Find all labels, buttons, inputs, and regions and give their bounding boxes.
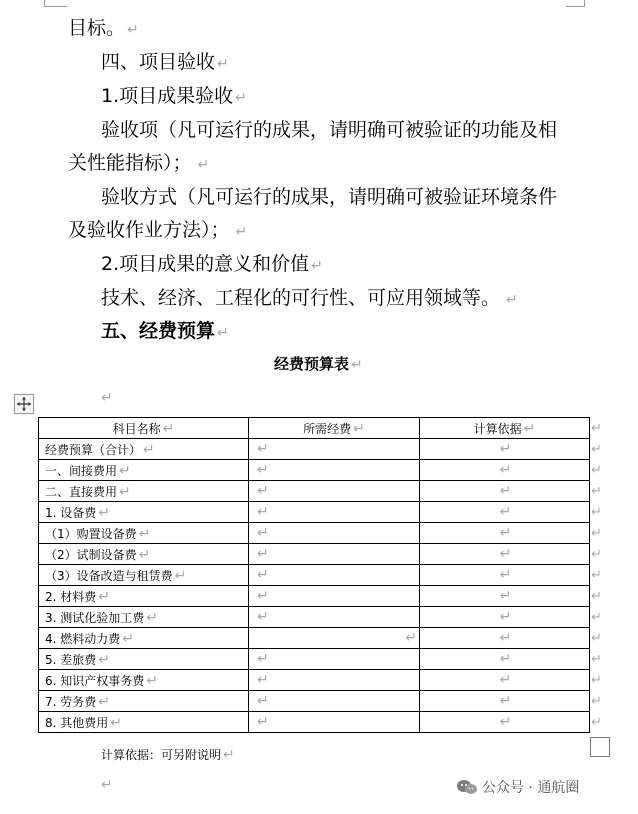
table-title-line (274, 354, 363, 375)
funds-cell[interactable] (249, 586, 420, 607)
item-1-heading (101, 84, 247, 110)
paragraph-mark: ↵ (235, 90, 247, 106)
note-line (101, 746, 235, 764)
paragraph-mark: ↵ (257, 588, 269, 604)
row-end-mark: ↵ (591, 715, 602, 730)
header-cell (39, 418, 249, 439)
paragraph-mark: ↵ (257, 525, 269, 541)
table-row (39, 523, 590, 544)
section-5-heading (101, 319, 229, 345)
paragraph-mark: ↵ (162, 420, 175, 437)
table-row (39, 544, 590, 565)
table-move-handle[interactable] (14, 394, 34, 414)
item-2-title: 2.项目成果的意义和价值 (101, 253, 310, 275)
subject-label: （1）购置设备费 (45, 526, 137, 541)
basis-cell[interactable] (420, 502, 590, 523)
row-end-mark: ↵ (591, 505, 602, 520)
text-line-1 (68, 16, 139, 42)
funds-cell[interactable] (249, 649, 420, 670)
funds-cell[interactable] (249, 481, 420, 502)
paragraph-mark: ↵ (499, 483, 512, 499)
paragraph-mark: ↵ (138, 525, 151, 542)
section-5-title: 五、经费预算 (101, 320, 216, 342)
subject-cell[interactable] (39, 460, 249, 481)
paragraph-mark: ↵ (499, 546, 512, 562)
paragraph-mark: ↵ (405, 630, 417, 646)
subject-label: 2. 材料费 (45, 589, 97, 604)
paragraph-mark: ↵ (127, 22, 139, 38)
paragraph-mark: ↵ (174, 567, 187, 584)
watermark (456, 777, 579, 797)
funds-cell[interactable] (249, 691, 420, 712)
table-row (39, 670, 590, 691)
paragraph-mark: ↵ (101, 390, 113, 406)
subject-cell[interactable] (39, 439, 249, 460)
paragraph-mark: ↵ (499, 588, 512, 604)
paragraph-mark: ↵ (217, 325, 229, 341)
row-end-mark: ↵ (591, 610, 602, 625)
paragraph-mark: ↵ (523, 420, 536, 437)
funds-cell[interactable] (249, 439, 420, 460)
basis-cell[interactable] (420, 586, 590, 607)
table-row (39, 607, 590, 628)
subject-cell[interactable] (39, 481, 249, 502)
paragraph-mark: ↵ (143, 441, 155, 458)
paragraph-mark: ↵ (257, 651, 269, 667)
table-resize-handle[interactable] (590, 737, 610, 757)
paragraph-mark: ↵ (257, 462, 269, 478)
paragraph-mark: ↵ (138, 546, 151, 563)
subject-cell[interactable] (39, 544, 249, 565)
move-icon (16, 396, 32, 412)
paragraph-mark: ↵ (98, 693, 110, 710)
funds-cell[interactable] (249, 502, 420, 523)
table-row (39, 502, 590, 523)
funds-cell[interactable] (249, 565, 420, 586)
basis-cell[interactable] (420, 565, 590, 586)
row-end-mark: ↵ (591, 673, 602, 688)
paragraph-mark: ↵ (146, 672, 158, 689)
subject-cell[interactable] (39, 523, 249, 544)
row-end-marks (591, 418, 605, 733)
subject-label: 8. 其他费用 (45, 715, 109, 730)
funds-cell[interactable] (249, 712, 420, 733)
paragraph-mark: ↵ (499, 630, 512, 646)
subject-cell[interactable] (39, 607, 249, 628)
table-row (39, 628, 590, 649)
funds-cell[interactable] (249, 628, 420, 649)
header-subject: 科目名称 (112, 421, 161, 436)
subject-label: 6. 知识产权事务费 (45, 673, 145, 688)
table-row (39, 691, 590, 712)
paragraph-mark: ↵ (98, 651, 110, 668)
subject-cell[interactable] (39, 649, 249, 670)
funds-cell[interactable] (249, 607, 420, 628)
table-row (39, 586, 590, 607)
item-2-heading (101, 252, 323, 278)
calculation-note: 计算依据：可另附说明 (101, 748, 222, 762)
paragraph-mark: ↵ (235, 224, 248, 240)
paragraph-mark: ↵ (257, 672, 269, 688)
paragraph-mark: ↵ (257, 483, 269, 499)
subject-label: （3）设备改造与租赁费 (45, 568, 173, 583)
row-end-mark: ↵ (591, 652, 602, 667)
basis-cell[interactable] (420, 670, 590, 691)
row-end-mark: ↵ (591, 526, 602, 541)
header-cell (249, 418, 420, 439)
paragraph-mark: ↵ (499, 609, 512, 625)
subject-cell[interactable] (39, 670, 249, 691)
paragraph-mark: ↵ (257, 609, 269, 625)
paragraph-mark: ↵ (98, 588, 110, 605)
item-2-text-line (101, 286, 518, 312)
acceptance-method-text-a: 验收方式（凡可运行的成果，请明确可被验证环境条件 (101, 186, 558, 208)
subject-label: 二、直接费用 (45, 484, 118, 499)
paragraph-mark: ↵ (499, 693, 512, 709)
paragraph-mark: ↵ (119, 462, 131, 479)
row-end-mark: ↵ (591, 589, 602, 604)
paragraph-mark: ↵ (499, 462, 512, 478)
subject-label: 3. 测试化验加工费 (45, 610, 145, 625)
paragraph-mark: ↵ (122, 630, 134, 647)
paragraph-mark: ↵ (351, 357, 363, 373)
paragraph-mark: ↵ (119, 483, 131, 500)
table-row (39, 649, 590, 670)
row-end-mark: ↵ (591, 568, 602, 583)
paragraph-mark: ↵ (257, 546, 269, 562)
header-required-funds: 所需经费 (303, 421, 352, 436)
row-end-mark: ↵ (591, 421, 602, 436)
wechat-icon (456, 779, 478, 795)
acceptance-method-text-b: 及验收作业方法）； (68, 219, 230, 241)
table-row (39, 439, 590, 460)
paragraph-mark: ↵ (217, 56, 229, 72)
subject-cell[interactable] (39, 712, 249, 733)
paragraph-mark: ↵ (197, 157, 210, 173)
table-row (39, 481, 590, 502)
basis-cell[interactable] (420, 544, 590, 565)
row-end-mark: ↵ (591, 631, 602, 646)
page-corner-mark-left (44, 0, 67, 7)
basis-cell[interactable] (420, 628, 590, 649)
section-4-title: 四、项目验收 (101, 51, 216, 73)
text-target: 目标。 (68, 17, 126, 39)
basis-cell[interactable] (420, 439, 590, 460)
funds-cell[interactable] (249, 670, 420, 691)
acceptance-item-line-b (68, 151, 209, 177)
paragraph-mark: ↵ (311, 258, 323, 274)
table-row (39, 565, 590, 586)
acceptance-method-line-b (68, 218, 247, 244)
paragraph-mark: ↵ (257, 567, 269, 583)
row-end-mark: ↵ (591, 463, 602, 478)
paragraph-mark: ↵ (499, 651, 512, 667)
paragraph-mark: ↵ (499, 525, 512, 541)
basis-cell[interactable] (420, 691, 590, 712)
paragraph-mark: ↵ (499, 672, 512, 688)
page-corner-mark-right (566, 0, 585, 7)
funds-cell[interactable] (249, 523, 420, 544)
acceptance-item-line-a (101, 118, 557, 142)
table-row (39, 460, 590, 481)
subject-label: 经费预算（合计） (45, 442, 142, 457)
paragraph-mark: ↵ (98, 504, 110, 521)
row-end-mark: ↵ (591, 442, 602, 457)
subject-cell[interactable] (39, 586, 249, 607)
section-4-heading (101, 50, 229, 76)
paragraph-mark: ↵ (110, 714, 122, 731)
basis-cell[interactable] (420, 460, 590, 481)
paragraph-mark: ↵ (353, 420, 365, 437)
row-end-mark: ↵ (591, 547, 602, 562)
table-title: 经费预算表 (274, 355, 350, 373)
empty-paragraph (99, 384, 113, 410)
basis-cell[interactable] (420, 481, 590, 502)
item-2-text: 技术、经济、工程化的可行性、可应用领域等。 (101, 287, 501, 309)
paragraph-mark: ↵ (257, 714, 269, 730)
acceptance-method-line-a (101, 185, 557, 209)
table-row (39, 712, 590, 733)
row-end-mark: ↵ (591, 484, 602, 499)
acceptance-item-text-b: 关性能指标）； (68, 152, 192, 174)
subject-label: 7. 劳务费 (45, 694, 97, 709)
subject-label: 5. 差旅费 (45, 652, 97, 667)
row-end-mark: ↵ (591, 694, 602, 709)
table-header-row (39, 418, 590, 439)
paragraph-mark: ↵ (506, 292, 518, 308)
basis-cell[interactable] (420, 649, 590, 670)
funds-cell[interactable] (249, 544, 420, 565)
paragraph-mark: ↵ (499, 441, 512, 457)
paragraph-mark: ↵ (499, 714, 512, 730)
paragraph-mark: ↵ (223, 747, 235, 763)
subject-cell[interactable] (39, 502, 249, 523)
empty-paragraph-2 (99, 776, 113, 794)
subject-label: 1. 设备费 (45, 505, 97, 520)
paragraph-mark: ↵ (257, 693, 269, 709)
item-1-title: 1.项目成果验收 (101, 85, 234, 107)
acceptance-item-text-a: 验收项（凡可运行的成果，请明确可被验证的功能及相 (101, 119, 558, 141)
header-calculation-basis: 计算依据 (473, 421, 522, 436)
subject-cell[interactable] (39, 628, 249, 649)
paragraph-mark: ↵ (101, 777, 113, 793)
subject-label: （2）试制设备费 (45, 547, 137, 562)
paragraph-mark: ↵ (499, 504, 512, 520)
subject-label: 4. 燃料动力费 (45, 631, 121, 646)
header-cell (420, 418, 590, 439)
basis-cell[interactable] (420, 607, 590, 628)
funds-cell[interactable] (249, 460, 420, 481)
budget-table (38, 417, 590, 733)
basis-cell[interactable] (420, 523, 590, 544)
watermark-text: 公众号 · 通航圈 (482, 780, 580, 796)
paragraph-mark: ↵ (257, 504, 269, 520)
paragraph-mark: ↵ (499, 567, 512, 583)
paragraph-mark: ↵ (257, 441, 269, 457)
basis-cell[interactable] (420, 712, 590, 733)
subject-cell[interactable] (39, 565, 249, 586)
paragraph-mark: ↵ (146, 609, 158, 626)
subject-cell[interactable] (39, 691, 249, 712)
subject-label: 一、间接费用 (45, 463, 118, 478)
